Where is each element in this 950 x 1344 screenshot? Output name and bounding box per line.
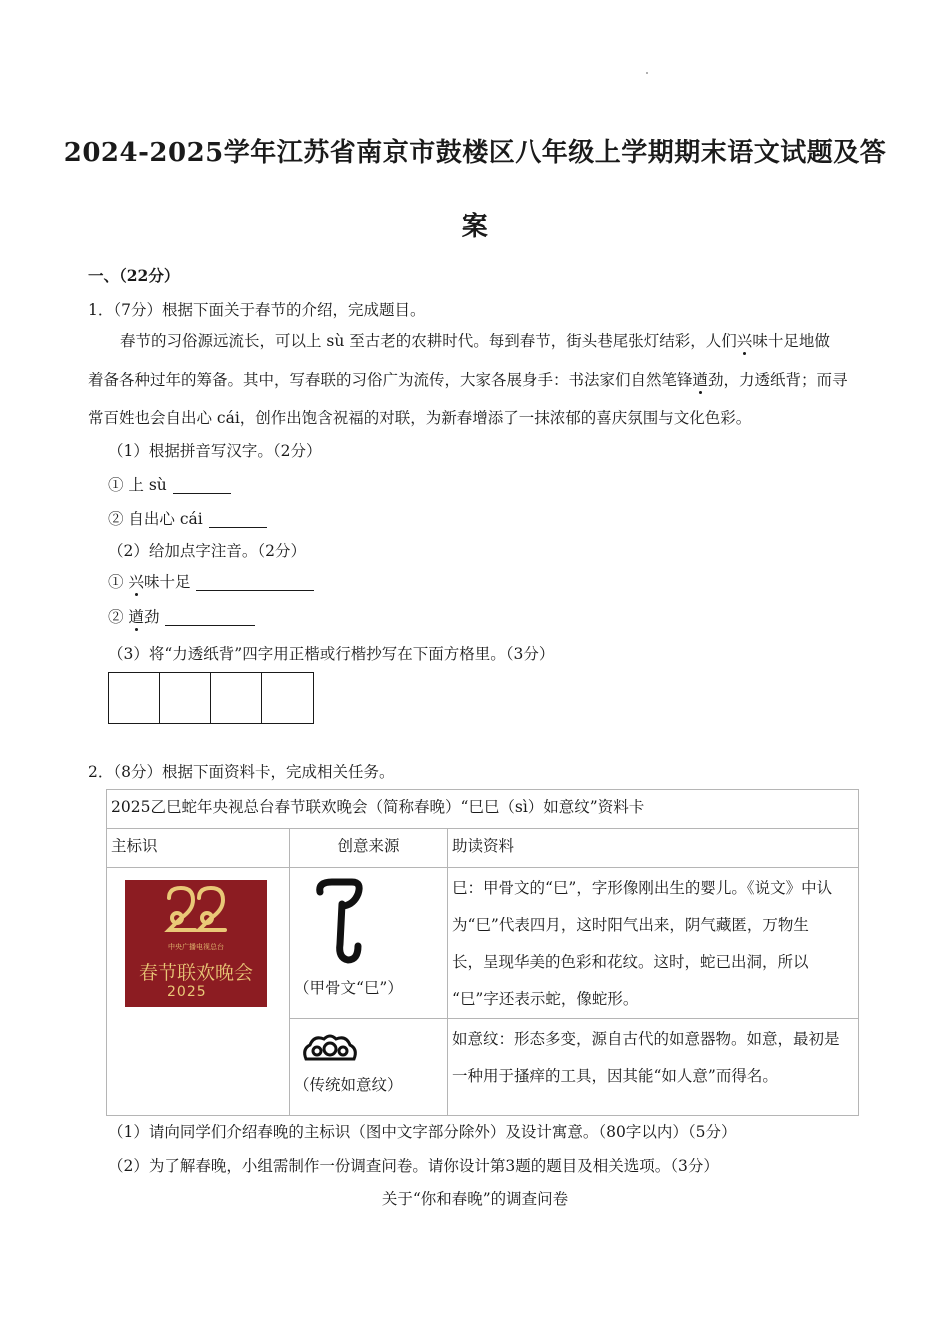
q1-sub2-b: [108, 605, 255, 627]
q1-sub1: （1）根据拼音写汉字。（2分）: [108, 442, 322, 460]
q1-sub2-a: [108, 570, 314, 592]
item-num: ②: [108, 608, 129, 626]
item-text: 味十足: [143, 573, 191, 591]
material-line: 巳：甲骨文的“巳”，字形像刚出生的婴儿。《说文》中认: [452, 879, 833, 897]
q1-stem: 1．（7分）根据下面关于春节的介绍，完成题目。: [88, 301, 426, 319]
material-line: 一种用于搔痒的工具，因其能“如人意”而得名。: [452, 1067, 778, 1085]
logo-sub-text: 中央广播电视总台: [168, 943, 224, 951]
oracle-bone-si-glyph-icon: [308, 874, 388, 974]
emphasis-char-xing: 兴: [128, 573, 144, 591]
q1-sub1-b: [108, 507, 267, 529]
logo-main-text: 春节联欢晚会: [138, 962, 253, 984]
passage-text: 劲，力透纸背；而寻: [708, 371, 848, 389]
passage-text: 味十足地做: [752, 332, 830, 350]
q2-stem: 2．（8分）根据下面资料卡，完成相关任务。: [88, 763, 395, 781]
emphasis-char-qiu: 遒: [128, 608, 144, 626]
card-title: 2025乙巳蛇年央视总台春节联欢晚会（简称春晚）“巳巳（sì）如意纹”资料卡: [107, 790, 859, 829]
col-header-source: 创意来源: [290, 829, 448, 868]
writing-cell[interactable]: [160, 673, 211, 723]
col-header-logo: 主标识: [107, 829, 290, 868]
logo-year: 2025: [167, 984, 207, 1000]
q1-passage-line1: [120, 329, 830, 351]
oracle-source-cell: [290, 868, 448, 1019]
material-line: 为“巳”代表四月，这时阳气出来，阴气藏匿，万物生: [452, 916, 809, 934]
scan-dot: [646, 72, 648, 74]
page-title-line1: 2024-2025学年江苏省南京市鼓楼区八年级上学期期末语文试题及答: [63, 138, 887, 168]
answer-blank[interactable]: [165, 624, 255, 626]
answer-blank[interactable]: [173, 492, 231, 494]
writing-cell[interactable]: [109, 673, 160, 723]
q1-passage-line3: 常百姓也会自出心 cái，创作出饱含祝福的对联，为新春增添了一抹浓郁的喜庆氛围与文化色彩。: [88, 409, 752, 427]
col-header-material: 助读资料: [448, 829, 859, 868]
item-text: 劲: [143, 608, 160, 626]
section-heading: 一、（22分）: [88, 266, 180, 285]
item-label: ① 上 sù: [108, 476, 167, 494]
writing-cell[interactable]: [262, 673, 313, 723]
data-card-table: [106, 789, 859, 1116]
writing-grid: [108, 672, 314, 724]
ruyi-caption: （传统如意纹）: [294, 1076, 403, 1094]
material-line: 如意纹：形态多变，源自古代的如意器物。如意，最初是: [452, 1030, 840, 1048]
passage-text: 着备各种过年的筹备。其中，写春联的习俗广为流传，大家各展身手：书法家们自然笔锋: [88, 371, 693, 389]
emphasis-char-xing: 兴: [736, 332, 753, 350]
ruyi-material-cell: [448, 1019, 859, 1116]
cctv-gala-logo: [125, 880, 267, 1007]
survey-title: 关于“你和春晚”的调查问卷: [381, 1190, 569, 1208]
answer-blank[interactable]: [196, 589, 314, 591]
q1-sub2: （2）给加点字注音。（2分）: [108, 542, 306, 560]
q1-sub1-a: [108, 473, 231, 495]
material-line: 长，呈现华美的色彩和花纹。这时，蛇已出洞，所以: [452, 953, 809, 971]
si-material-cell: [448, 868, 859, 1019]
q1-sub3: （3）将“力透纸背”四字用正楷或行楷抄写在下面方格里。（3分）: [108, 645, 555, 663]
writing-cell[interactable]: [211, 673, 262, 723]
emphasis-char-qiu: 遒: [692, 371, 709, 389]
q1-passage-line2: [88, 368, 848, 390]
q2-task2: （2）为了解春晚，小组需制作一份调查问卷。请你设计第3题的题目及相关选项。（3分）: [108, 1157, 719, 1175]
material-line: “巳”字还表示蛇，像蛇形。: [452, 990, 639, 1008]
logo-cell: [107, 868, 290, 1116]
ruyi-source-cell: [290, 1019, 448, 1116]
oracle-caption: （甲骨文“巳”）: [294, 979, 403, 997]
q2-task1: （1）请向同学们介绍春晚的主标识（图中文字部分除外）及设计寓意。（80字以内）（5分）: [108, 1123, 737, 1141]
item-label: ② 自出心 cái: [108, 510, 203, 528]
item-num: ①: [108, 573, 129, 591]
ruyi-cloud-pattern-icon: [300, 1031, 360, 1067]
answer-blank[interactable]: [209, 526, 267, 528]
passage-text: 春节的习俗源远流长，可以上 sù 至古老的农耕时代。每到春节，街头巷尾张灯结彩，人们: [120, 332, 737, 350]
page-title-line2: 案: [461, 212, 489, 242]
